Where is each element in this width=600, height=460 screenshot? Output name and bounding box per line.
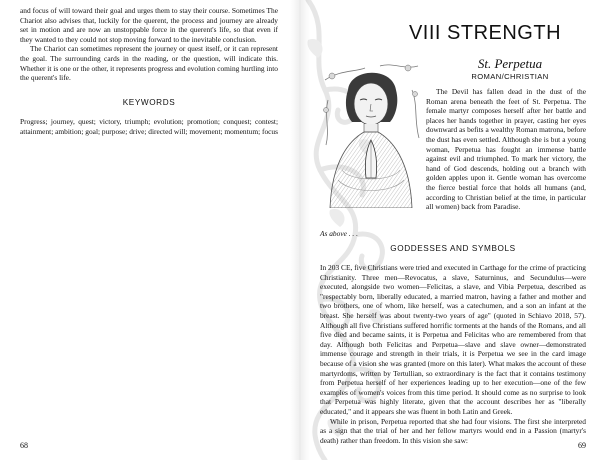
perpetua-illustration-icon	[320, 60, 422, 208]
keywords-text: Progress; journey, quest; victory, triumph; evolution; promotion; conquest; contest; attainment; ambition; goal; purpose; drive; directed will; movement; momentum; focus	[20, 117, 279, 136]
keywords-heading: KEYWORDS	[122, 98, 176, 107]
page-number-right: 69	[578, 441, 586, 450]
card-title: VIII STRENGTH	[408, 22, 562, 44]
right-page	[300, 0, 600, 460]
chariot-paragraph-1: and focus of will toward their goal and urges them to stay their course. Sometimes The Chariot also advises that, luckily for the querent, the process and journey are already set in motion and are now an unstoppable force in the querent's life, so that even if they wanted to they could not stop moving forward to the inevitable conclusion.	[20, 6, 278, 44]
saint-name: St. Perpetua	[477, 56, 543, 71]
as-above-line: As above . . .	[320, 229, 358, 238]
goddesses-symbols-body	[320, 263, 586, 445]
saint-description: The Devil has fallen dead in the dust of the Roman arena beneath the feet of St. Perpetua. The female martyr composes herself after her battle and places her hands together in prayer, casting her eyes downward as befits a wealthy Roman matrona, before the dust has even settled. Although she is but a young woman, Perpetua has fought an immense battle against evil and triumphed. To mark her victory, the hand of God descends, holding out a branch with golden apples upon it. Gentle woman has overcome the fierce bestial force that holds all humans (and, according to Christian belief at the time, in particular all women) back from Paradise.	[426, 87, 586, 212]
chariot-paragraph-2: The Chariot can sometimes represent the journey or quest itself, or it can represent the goal. The surrounding cards in the reading, or the question, will indicate this. Whether it is one or the other, it represents progress and evolution coming hurtling into the querent's life.	[20, 44, 278, 83]
left-body-text	[20, 6, 278, 83]
goddesses-symbols-heading: GODDESSES AND SYMBOLS	[390, 244, 516, 253]
gs-paragraph-1: In 203 CE, five Christians were tried and executed in Carthage for the crime of practicing Christianity. Three men—Revocatus, a slave, Saturninus, and Secundulus—were executed, alongside two women—Felicitas, a slave, and Vibia Perpetua, described as "respectably born, liberally educated, a married matron, having a father and mother and two brothers, one of whom, like herself, was a catechumen, and a son an infant at the breast. She herself was about twenty-two years of age" (quoted in Schiavo 2018, 57). Although all five Christians suffered horrific torments at the hands of the Romans, and all five died and became saints, it is Perpetua and Felicitas who are remembered from that day. Although both Felicitas and Perpetua—slave and slave owner—demonstrated immense courage and strength in their trials, it is Perpetua we see in the card image because of a vision she was granted (more on this later). What makes the account of these martyrdoms, written by Tertullian, so extraordinary is the fact that it contains testimony from Perpetua herself of her experiences leading up to her execution—one of the few examples of women's voices from this time period. It should come as no surprise to look that Perpetua was highly literate, given that the account describes her as "liberally educated," and it appears she was fluent in both Latin and Greek.	[320, 263, 586, 416]
gs-paragraph-2: While in prison, Perpetua reported that she had four visions. The first she interpreted as a sign that the trial of her and her fellow martyrs would end in a Passion (martyr's death) rather than freedom. In this vision she saw:	[320, 416, 586, 445]
page-number-left: 68	[20, 441, 28, 450]
saint-origin: ROMAN/CHRISTIAN	[471, 72, 549, 81]
book-gutter	[290, 0, 310, 460]
